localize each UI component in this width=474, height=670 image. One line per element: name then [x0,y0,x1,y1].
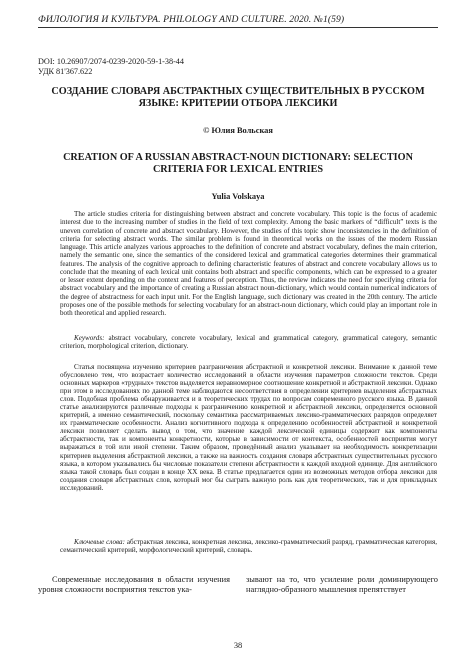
keywords-label: Keywords: [74,334,105,342]
header-divider [38,27,438,28]
doi: DOI: 10.26907/2074-0239-2020-59-1-38-44 [38,57,184,66]
keywords-ru-list: абстрактная лексика, конкретная лексика, лексико-грамматический разряд, грамматическая категория, семантический критерий, морфологический критерий, словарь. [60,538,437,555]
journal-header: ФИЛОЛОГИЯ И КУЛЬТУРА. PHILOLOGY AND CULTURE. 2020. №1(59) [38,14,345,25]
article-title-en: CREATION OF A RUSSIAN ABSTRACT-NOUN DICTIONARY: SELECTION CRITERIA FOR LEXICAL ENTRIES [63,152,413,175]
author-en: Yulia Volskaya [211,192,265,201]
keywords-ru-label: Ключевые слова: [74,538,125,546]
body-column-right: зывают на то, что усиление роли доминирующего наглядно-образного мышления препятствует [246,575,438,595]
article-title-ru: СОЗДАНИЕ СЛОВАРЯ АБСТРАКТНЫХ СУЩЕСТВИТЕЛЬНЫХ В РУССКОМ ЯЗЫКЕ: КРИТЕРИИ ОТБОРА ЛЕКСИКИ [51,86,425,109]
author-ru: © Юлия Вольская [203,126,273,135]
keywords-ru [60,538,437,555]
udc: УДК 81'367.622 [38,67,93,76]
keywords-list: abstract vocabulary, concrete vocabulary, lexical and grammatical category, grammatical category, semantic criterion, morphological criterion, dictionary. [60,334,437,351]
abstract-ru: Статья посвящена изучению критериев разграничения абстрактной и конкретной лексики. Внимание к данной теме обусловлено тем, что возрастает количество исследований в области изучения параметров сложности текстов. Среди основных маркеров «трудных» текстов выделяется неравномерное соотношение конкретной и абстрактной лексики. Однако при этом в исследованиях по данной теме наблюдаются несоответствия в определении критериев выделения абстрактных слов. Подобная проблема обнаруживается и в теоретических трудах по вопросам современного русского языка. В данной статье анализируются различные подходы к разграничению конкретной и абстрактной лексики, определяется основной критерий, а именно семантический, поскольку семантика рассматриваемых лексико-грамматических разрядов определяет их грамматические особенности. Анализ когнитивного подхода к определению особенностей абстрактной и конкретной лексики позволяет сделать вывод о том, что значение каждой лексической единицы содержит как компоненты абстрактности, так и компоненты конкретности, которые в зависимости от контекста, особенностей восприятия могут выражаться в той или иной степени. Таким образом, проведённый анализ указывает на необходимость конкретизации критериев выделения абстрактной лексики, а также на важность создания словаря абстрактных существительных русского языка, в котором указывались бы числовые показатели степени абстрактности к каждой входной единице. Для английского языка такой словарь был создан в конце XX века. В статье предлагается один из возможных методов отбора лексики для создания словаря абстрактных слов, который мог бы сыграть важную роль как для теоретических, так и для прикладных исследований. [60,363,437,492]
page-number: 38 [233,641,243,650]
body-column-left: Современные исследования в области изучения уровня сложности восприятия текстов ука- [38,575,230,595]
abstract-en: The article studies criteria for distinguishing between abstract and concrete vocabulary. This topic is the focus of academic interest due to the increasing number of studies in the field of text complexity. Among the basic markers of “difficult” texts is the uneven correlation of concrete and abstract vocabulary. However, the studies of this topic show inconsistencies in the definition of criteria for selecting abstract words. The similar problem is found in theoretical works on the issues of the modern Russian language. This article analyzes various approaches to the definition of concrete and abstract vocabulary, defines the main criterion, namely the semantic one, since the semantics of the considered lexical and grammatical categories determines their grammatical features. The analysis of the cognitive approach to defining characteristic features of abstract and concrete vocabulary allows us to conclude that the meaning of each lexical unit contains both abstract and specific components, which can be expressed to a greater or lesser extent depending on the context and features of perception. Thus, the review indicates the need for specifying criteria for abstract vocabulary and the importance of creating a Russian abstract noun-dictionary, which would contain numerical indicators of the degree of abstractness for each input unit. For the English language, such dictionary was created in the 20th century. The article proposes one of the possible methods for selecting vocabulary for an abstract-noun dictionary, which could play an important role in both theoretical and applied research. [60,210,437,317]
body-text [38,575,438,595]
keywords-en [60,334,437,351]
